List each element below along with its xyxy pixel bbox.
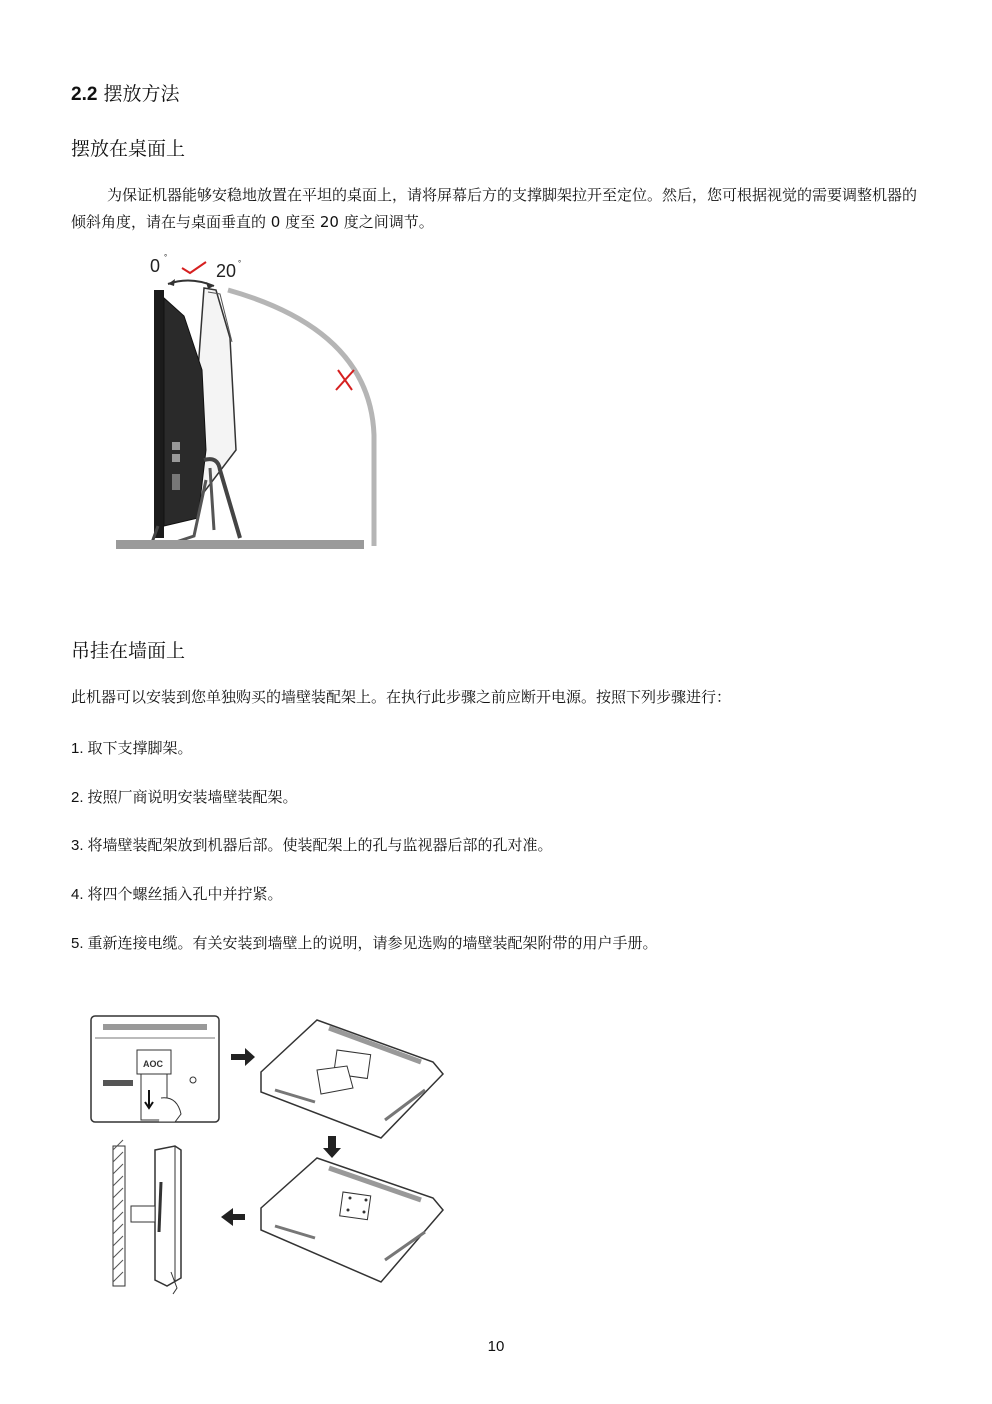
upright-monitor-screen (154, 290, 164, 538)
section-number: 2.2 (71, 84, 98, 105)
wall-heading: 吊挂在墙面上 (71, 640, 186, 662)
section-title-text: 摆放方法 (103, 83, 180, 105)
panel-face-down-stand (261, 1020, 443, 1138)
page-number: 10 (487, 1338, 505, 1355)
panel-wall-mounted (113, 1140, 181, 1294)
angle-max-degree: ° (238, 259, 242, 268)
step-text: 取下支撑脚架。 (87, 739, 193, 757)
angle-min-label: 0 (150, 256, 161, 276)
step-text: 将四个螺丝插入孔中并拧紧。 (87, 885, 283, 903)
wall-intro: 此机器可以安装到您单独购买的墙壁装配架上。在执行此步骤之前应断开电源。按照下列步骤进行： (71, 688, 732, 706)
step-text: 重新连接电缆。有关安装到墙壁上的说明，请参见选购的墙壁装配架附带的用户手册。 (87, 934, 658, 952)
step-item (71, 883, 283, 904)
forbidden-x-icon (336, 370, 354, 390)
aoc-logo: AOC (143, 1059, 163, 1069)
step-item (71, 786, 298, 807)
upright-monitor-body (164, 298, 206, 526)
panel-face-down-mount (261, 1158, 443, 1282)
arrow-right-icon (231, 1048, 255, 1066)
desk-paragraph: 为保证机器能够安稳地放置在平坦的桌面上，请将屏幕后方的支撑脚架拉开至定位。然后，您可根据视觉的需要调整机器的倾斜角度，请在与桌面垂直的 0 度至 20 度之间调节。 (71, 186, 918, 231)
arrow-left-icon (221, 1208, 245, 1226)
step-number: 1. (71, 740, 84, 757)
step-item (71, 834, 553, 855)
angle-min-degree: ° (164, 253, 168, 262)
step-number: 2. (71, 789, 84, 806)
desk-heading: 摆放在桌面上 (71, 138, 186, 160)
step-number: 4. (71, 886, 84, 903)
step-number: 5. (71, 935, 84, 952)
wall-mount-figure (85, 1010, 450, 1300)
step-text: 按照厂商说明安装墙壁装配架。 (87, 788, 298, 806)
tilt-angle-figure (110, 250, 390, 560)
section-title (71, 79, 179, 106)
step-text: 将墙壁装配架放到机器后部。使装配架上的孔与监视器后部的孔对准。 (87, 836, 553, 854)
step-item (71, 932, 658, 953)
desk-surface (116, 540, 364, 549)
angle-max-label: 20 (216, 261, 237, 281)
panel-remove-stand (91, 1016, 219, 1122)
arrow-down-icon (323, 1136, 341, 1158)
step-number: 3. (71, 837, 84, 854)
checkmark-icon (182, 262, 206, 273)
step-item (71, 737, 193, 758)
tilt-arc (228, 290, 374, 546)
